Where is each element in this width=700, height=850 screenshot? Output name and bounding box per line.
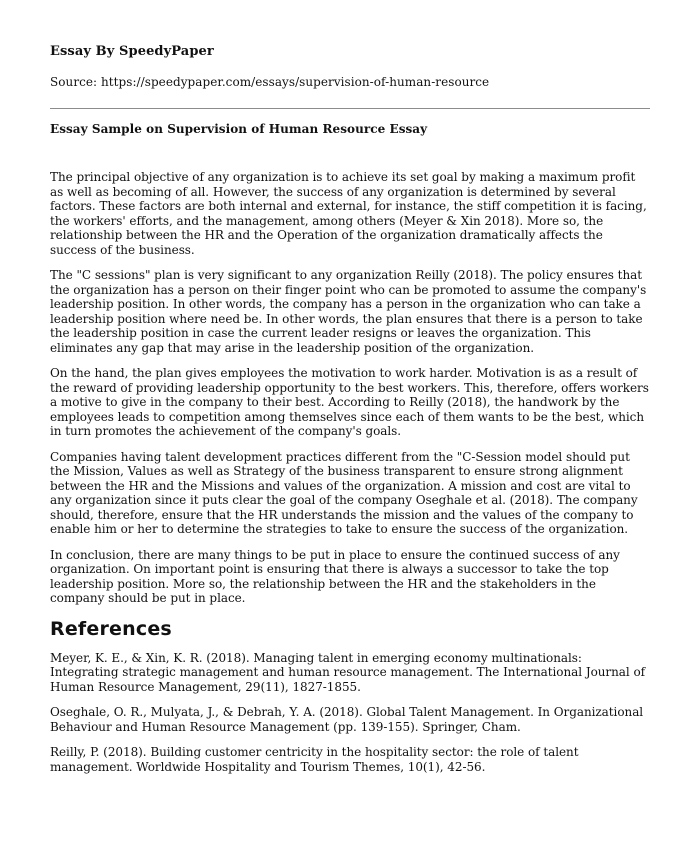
divider [50,108,650,109]
site-title: Essay By SpeedyPaper [50,44,214,59]
source-line: Source: https://speedypaper.com/essays/supervision-of-human-resource [50,75,490,89]
essay-body [50,170,650,785]
references-heading: References [50,617,172,640]
references-list [50,651,650,775]
essay-paragraph: The principal objective of any organization is to achieve its set goal by making a maximum profit as well as becoming of all. However, the success of any organization is determined by several factors. These factors are both internal and external, for instance, the stiff competition it is facing, the workers' efforts, and the management, among others (Meyer & Xin 2018). More so, the relationship between the HR and the Operation of the organization dramatically affects the success of the business. [50,170,647,257]
essay-paragraph: The "C sessions" plan is very significant to any organization Reilly (2018). The policy ensures that the organization has a person on their finger point who can be promoted to assume the company's leadership position. In other words, the company has a person in the organization who can take a leadership position where need be. In other words, the plan ensures that there is a person to take the leadership position in case the current leader resigns or leaves the organization. This eliminates any gap that may arise in the leadership position of the organization. [50,268,647,355]
essay-title: Essay Sample on Supervision of Human Resource Essay [50,122,428,136]
reference-item: Meyer, K. E., & Xin, K. R. (2018). Managing talent in emerging economy multinationals: Integrating strategic management and human resource management. The International Journal of Human Resource Management, 29(11), 1827-1855. [50,650,646,694]
essay-paragraph: On the hand, the plan gives employees the motivation to work harder. Motivation is as a result of the reward of providing leadership opportunity to the best workers. This, therefore, offers workers a motive to give in the company to their best. According to Reilly (2018), the handwork by the employees leads to competition among themselves since each of them wants to be the best, which in turn promotes the achievement of the company's goals. [50,366,649,438]
essay-paragraph: In conclusion, there are many things to be put in place to ensure the continued success of any organization. On important point is ensuring that there is always a successor to take the top leadership position. More so, the relationship between the HR and the stakeholders in the company should be put in place. [50,547,620,605]
essay-paragraph: Companies having talent development practices different from the "C-Session model should put the Mission, Values as well as Strategy of the business transparent to ensure strong alignment between the HR and the Missions and values of the organization. A mission and cost are vital to any organization since it puts clear the goal of the company Oseghale et al. (2018). The company should, therefore, ensure that the HR understands the mission and the values of the company to enable him or her to determine the strategies to take to ensure the success of the organization. [50,449,638,536]
reference-item: Reilly, P. (2018). Building customer centricity in the hospitality sector: the role of talent management. Worldwide Hospitality and Tourism Themes, 10(1), 42-56. [50,745,579,774]
reference-item: Oseghale, O. R., Mulyata, J., & Debrah, Y. A. (2018). Global Talent Management. In Organizational Behaviour and Human Resource Management (pp. 139-155). Springer, Cham. [50,705,644,734]
